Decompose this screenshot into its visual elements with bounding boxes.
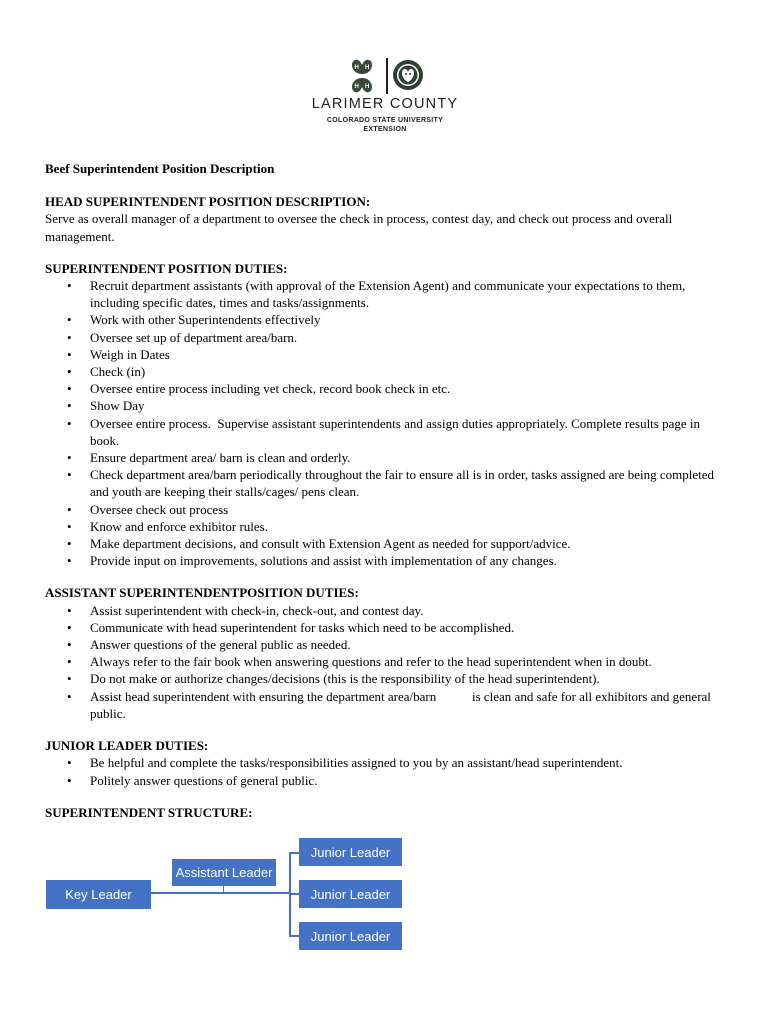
bullet-icon: •: [67, 467, 72, 483]
bullet-icon: •: [67, 312, 72, 328]
bullet-icon: •: [67, 346, 72, 362]
bullet-icon: •: [67, 755, 72, 771]
bullet-icon: •: [67, 329, 72, 345]
junior-leader-box: Junior Leader: [299, 838, 402, 866]
document-body: [45, 160, 725, 821]
larimer-county-extension-logo: [310, 56, 460, 136]
list-item-text: Provide input on improvements, solutions and assist with implementation of any changes.: [90, 553, 557, 569]
list-item-text: Make department decisions, and consult with Extension Agent as needed for support/advice.: [90, 536, 571, 552]
svg-text:H: H: [365, 65, 370, 71]
university-line2: EXTENSION: [363, 126, 407, 133]
key-leader-box: Key Leader: [46, 880, 151, 909]
svg-text:H: H: [354, 65, 359, 71]
list-item: [67, 311, 725, 328]
list-item-text: Work with other Superintendents effectively: [90, 312, 321, 328]
bullet-icon: •: [67, 450, 72, 466]
bullet-icon: •: [67, 671, 72, 687]
list-item: [67, 397, 725, 414]
list-item-text: Politely answer questions of general public.: [90, 772, 318, 788]
list-item: [67, 535, 725, 552]
junior-leader-box: Junior Leader: [299, 880, 402, 908]
bullet-icon: •: [67, 278, 72, 294]
connector-vertical: [289, 852, 291, 936]
list-item: [67, 670, 725, 687]
duties-list: [45, 277, 725, 569]
list-item-text: Oversee set up of department area/barn.: [90, 329, 298, 345]
junior-duties-heading: JUNIOR LEADER DUTIES:: [45, 738, 209, 754]
list-item: [67, 449, 725, 466]
list-item: [67, 552, 725, 569]
list-item: [67, 277, 725, 311]
list-item-text: Show Day: [90, 398, 145, 414]
bullet-icon: •: [67, 536, 72, 552]
duties-heading: SUPERINTENDENT POSITION DUTIES:: [45, 260, 288, 276]
document-title: Beef Superintendent Position Description: [45, 161, 275, 176]
bullet-icon: •: [67, 637, 72, 653]
list-item: [67, 602, 725, 619]
list-item: [67, 772, 725, 789]
org-name: LARIMER COUNTY: [311, 96, 459, 112]
list-item-text: Oversee entire process including vet check, record book check in etc.: [90, 381, 451, 397]
assistant-duties-heading: ASSISTANT SUPERINTENDENTPOSITION DUTIES:: [45, 585, 359, 601]
list-item: [67, 653, 725, 670]
head-superintendent-text: Serve as overall manager of a department to oversee the check in process, contest day, and check out process and overall management.: [45, 211, 673, 244]
list-item: [67, 380, 725, 397]
bullet-icon: •: [67, 381, 72, 397]
list-item: [67, 636, 725, 653]
list-item: [67, 466, 725, 500]
svg-text:H: H: [365, 84, 370, 90]
list-item-text: Assist superintendent with check-in, check-out, and contest day.: [90, 602, 424, 618]
junior-leader-box: Junior Leader: [299, 922, 402, 950]
list-item: [67, 518, 725, 535]
university-line1: COLORADO STATE UNIVERSITY: [326, 117, 444, 124]
list-item-text: Ensure department area/ barn is clean and orderly.: [90, 450, 351, 466]
list-item: [67, 346, 725, 363]
bullet-icon: •: [67, 553, 72, 569]
list-item-text: Check department area/barn periodically throughout the fair to ensure all is in order, tasks assigned are being completed and youth are keeping their stalls/cages/ pens clean.: [90, 467, 718, 500]
list-item: [67, 754, 725, 771]
assistant-duties-list: [45, 602, 725, 722]
list-item-text: Do not make or authorize changes/decisions (this is the responsibility of the head superintendent).: [90, 671, 600, 687]
list-item: [67, 619, 725, 636]
list-item-text: Know and enforce exhibitor rules.: [90, 518, 268, 534]
list-item-text: Check (in): [90, 364, 146, 380]
list-item-text: Oversee check out process: [90, 501, 229, 517]
csu-ram-seal-icon: [392, 59, 424, 91]
list-item-text: Oversee entire process. Supervise assistant superintendents and assign duties appropriately. Complete results page in book.: [90, 415, 704, 448]
list-item-text: Communicate with head superintendent for tasks which need to be accomplished.: [90, 619, 515, 635]
structure-heading: SUPERINTENDENT STRUCTURE:: [45, 804, 253, 820]
bullet-icon: •: [67, 688, 72, 704]
list-item-text: Be helpful and complete the tasks/responsibilities assigned to you by an assistant/head superintendent.: [90, 755, 623, 771]
assistant-leader-box: Assistant Leader: [172, 859, 276, 886]
list-item: [67, 688, 725, 722]
list-item-text: Recruit department assistants (with approval of the Extension Agent) and communicate your expectations to them, including specific dates, times and tasks/assignments.: [90, 278, 689, 311]
bullet-icon: •: [67, 772, 72, 788]
svg-text:H: H: [354, 84, 359, 90]
4h-clover-icon: [344, 58, 380, 94]
list-item: [67, 501, 725, 518]
list-item-text: Assist head superintendent with ensuring the department area/barn is clean and safe for all exhibitors and general public.: [90, 688, 715, 721]
head-superintendent-heading: HEAD SUPERINTENDENT POSITION DESCRIPTION:: [45, 194, 371, 210]
bullet-icon: •: [67, 364, 72, 380]
list-item-text: Always refer to the fair book when answering questions and refer to the head superintendent when in doubt.: [90, 654, 652, 670]
connector-junior-mid: [289, 893, 299, 895]
list-item-text: Answer questions of the general public as needed.: [90, 637, 351, 653]
bullet-icon: •: [67, 415, 72, 431]
connector-junior-bottom: [289, 935, 299, 937]
list-item: [67, 329, 725, 346]
bullet-icon: •: [67, 398, 72, 414]
list-item: [67, 415, 725, 449]
connector-main-horizontal: [150, 892, 290, 894]
list-item: [67, 363, 725, 380]
bullet-icon: •: [67, 501, 72, 517]
bullet-icon: •: [67, 654, 72, 670]
bullet-icon: •: [67, 619, 72, 635]
university-name: [310, 116, 460, 134]
bullet-icon: •: [67, 518, 72, 534]
logo-divider: [386, 58, 388, 94]
junior-duties-list: [45, 754, 725, 788]
connector-assistant-tick: [223, 886, 224, 893]
bullet-icon: •: [67, 602, 72, 618]
connector-junior-top: [289, 852, 299, 854]
list-item-text: Weigh in Dates: [90, 346, 170, 362]
